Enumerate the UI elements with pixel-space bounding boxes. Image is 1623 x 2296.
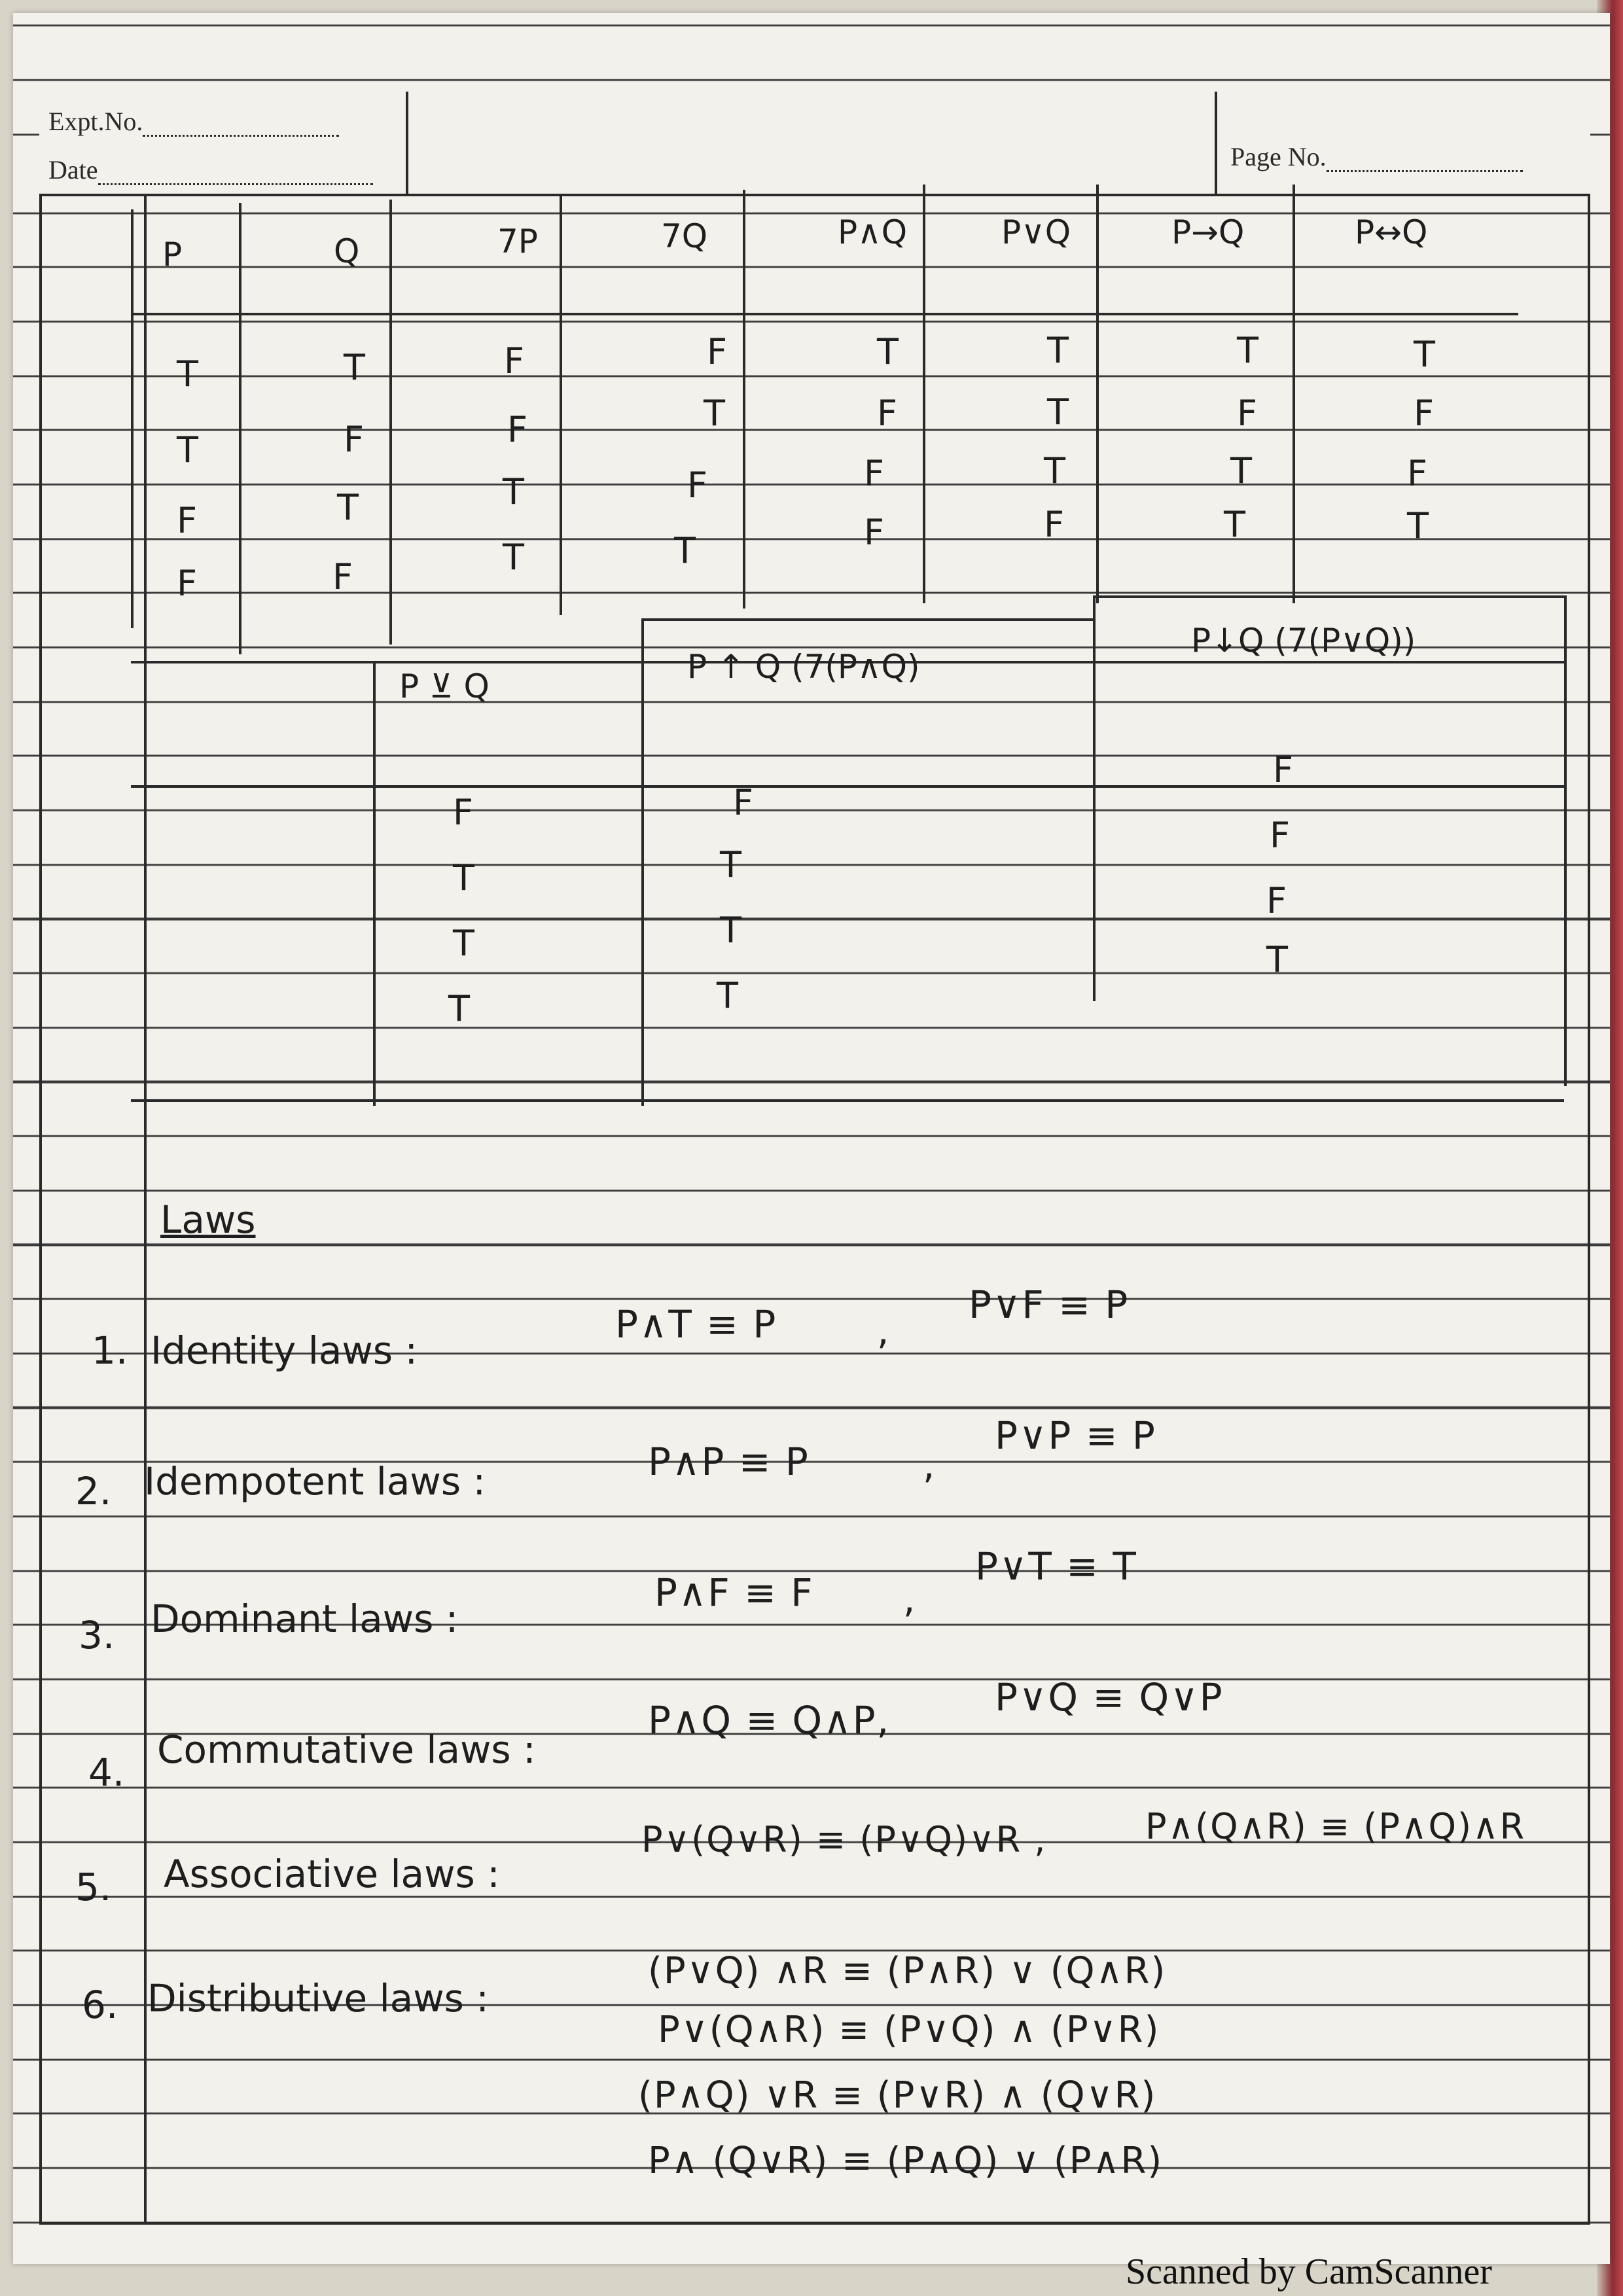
header-left-box — [39, 92, 408, 194]
table-cell: T — [344, 347, 365, 388]
table-cell: T — [720, 910, 741, 951]
page-header — [39, 92, 1590, 196]
table-cell: F — [687, 465, 708, 506]
law-name-dominant: Dominant laws : — [151, 1597, 459, 1641]
notebook-page — [13, 13, 1610, 2264]
table-cell: F — [1270, 815, 1291, 856]
law-number: 6. — [82, 1983, 118, 2027]
table-cell: F — [864, 453, 885, 494]
law-sep: , — [877, 1309, 891, 1353]
table-cell: F — [1414, 393, 1435, 434]
date-label: Date — [48, 155, 98, 185]
col-header-p: P — [162, 236, 183, 274]
table-cell: T — [1044, 450, 1065, 491]
table-cell: T — [877, 331, 899, 372]
law-expr: P∧P ≡ P — [648, 1439, 810, 1484]
law-expr: P∧(Q∧R) ≡ (P∧Q)∧R — [1145, 1806, 1526, 1847]
table-cell: T — [503, 537, 524, 578]
law-number: 2. — [75, 1469, 112, 1513]
col-header-not-q: 7Q — [661, 217, 708, 255]
scanner-watermark: Scanned by CamScanner — [1126, 2252, 1492, 2292]
table-cell: T — [177, 353, 198, 395]
table-cell: F — [1266, 880, 1287, 921]
table-cell: T — [720, 844, 741, 885]
col-header-p-and-q: P∧Q — [838, 213, 908, 251]
table-cell: T — [1237, 330, 1258, 371]
table-cell: T — [1230, 450, 1252, 491]
table-cell: T — [177, 429, 198, 470]
table-cell: F — [1237, 393, 1258, 434]
law-name-distributive: Distributive laws : — [147, 1976, 489, 2021]
expt-no-label: Expt.No. — [48, 107, 143, 136]
table-cell: F — [177, 500, 198, 541]
table-cell: F — [332, 556, 353, 597]
table-cell: T — [717, 975, 738, 1016]
table-cell: T — [453, 857, 474, 898]
table-cell: T — [337, 487, 359, 528]
page-border — [39, 92, 1590, 2225]
table-cell: T — [453, 923, 474, 964]
law-number: 1. — [92, 1328, 128, 1373]
table-cell: T — [1047, 330, 1069, 371]
table-cell: F — [877, 393, 898, 434]
law-name-idempotent: Idempotent laws : — [144, 1459, 486, 1504]
col-header-p-iff-q: P↔Q — [1355, 213, 1428, 251]
law-name-associative: Associative laws : — [164, 1852, 500, 1896]
table-cell: F — [733, 782, 754, 823]
table-cell: T — [1407, 505, 1429, 546]
table-cell: F — [507, 409, 528, 450]
page-no-label: Page No. — [1230, 142, 1327, 171]
col-header-p-or-q: P∨Q — [1001, 213, 1071, 251]
header-right-box — [1215, 92, 1590, 194]
law-expr: P∧T ≡ P — [615, 1302, 777, 1347]
law-expr: P∨Q ≡ Q∨P — [995, 1675, 1224, 1720]
table-cell: F — [1407, 453, 1428, 494]
law-sep: , — [903, 1577, 917, 1621]
law-expr: P∨P ≡ P — [995, 1413, 1156, 1458]
table-cell: T — [448, 988, 470, 1029]
law-name-identity: Identity laws : — [151, 1328, 418, 1373]
laws-title: Laws — [160, 1197, 256, 1242]
table-cell: T — [1266, 939, 1288, 980]
table-cell: F — [1273, 749, 1294, 790]
col-header-nor: P↓Q (7(P∨Q)) — [1191, 622, 1416, 660]
law-sep: , — [923, 1443, 936, 1487]
date-field — [48, 154, 373, 185]
law-number: 3. — [79, 1613, 115, 1657]
table-cell: F — [177, 563, 198, 604]
table-cell: T — [1224, 504, 1245, 545]
distributive-line: P∨(Q∧R) ≡ (P∨Q) ∧ (P∨R) — [658, 2009, 1160, 2051]
table-cell: F — [453, 792, 474, 833]
margin-line — [144, 195, 147, 2225]
col-header-p-implies-q: P→Q — [1171, 213, 1245, 251]
law-expr: P∨(Q∨R) ≡ (P∨Q)∨R , — [641, 1819, 1047, 1860]
law-expr: P∧Q ≡ Q∧P, — [648, 1698, 891, 1742]
distributive-line: (P∧Q) ∨R ≡ (P∨R) ∧ (Q∨R) — [638, 2074, 1157, 2117]
col-header-not-p: 7P — [497, 222, 538, 260]
distributive-line: (P∨Q) ∧R ≡ (P∧R) ∨ (Q∧R) — [648, 1950, 1167, 1992]
expt-no-field — [48, 106, 339, 137]
table-cell: T — [704, 393, 725, 434]
law-expr: P∨F ≡ P — [969, 1282, 1130, 1327]
law-number: 4. — [88, 1750, 125, 1795]
table-cell: T — [674, 530, 696, 571]
page-no-field — [1230, 141, 1523, 172]
law-name-commutative: Commutative laws : — [157, 1727, 536, 1772]
col-header-q: Q — [334, 232, 360, 270]
table-cell: F — [864, 512, 885, 553]
law-number: 5. — [75, 1865, 112, 1909]
col-header-nand: P ↑ Q (7(P∧Q) — [687, 648, 920, 686]
table-cell: F — [707, 331, 728, 372]
law-expr: P∨T ≡ T — [975, 1544, 1137, 1589]
table-cell: T — [1047, 391, 1069, 433]
law-expr: P∧F ≡ F — [654, 1570, 814, 1615]
table-cell: T — [1414, 334, 1435, 375]
table-cell: F — [504, 340, 525, 381]
col-header-xor: P ⊻ Q — [399, 667, 490, 705]
table-cell: T — [503, 471, 524, 512]
table-cell: F — [344, 419, 365, 460]
distributive-line: P∧ (Q∨R) ≡ (P∧Q) ∨ (P∧R) — [648, 2140, 1164, 2182]
table-cell: F — [1044, 504, 1065, 545]
